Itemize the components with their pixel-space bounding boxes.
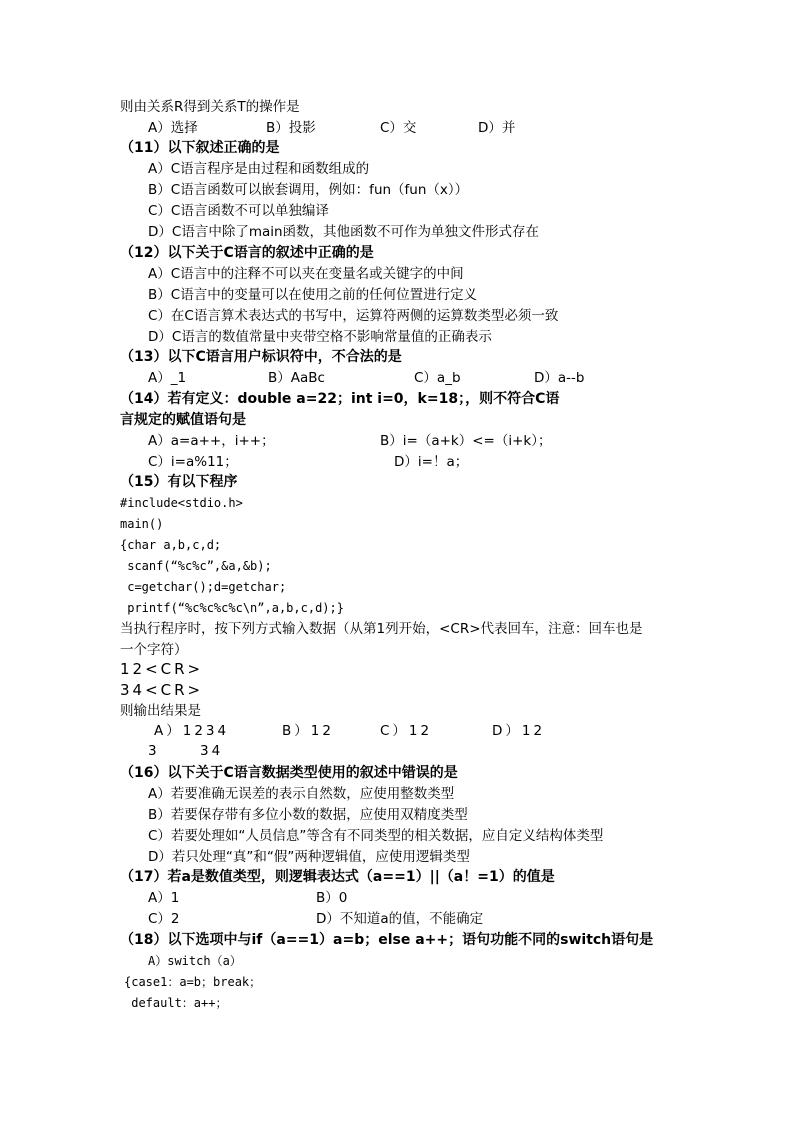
option-a: A）C语言中的注释不可以夹在变量名或关键字的中间	[148, 266, 464, 282]
option-a: A）选择	[148, 120, 198, 136]
option-d: D）12	[492, 723, 546, 739]
option-d: D）不知道a的值，不能确定	[316, 911, 484, 927]
option-d: D）a--b	[534, 370, 585, 386]
option-b: B）i=（a+k）<=（i+k）；	[380, 433, 552, 449]
option-d: D）i=！a；	[394, 454, 469, 470]
option-a: A）_1	[148, 370, 187, 386]
option-c: C）a_b	[414, 370, 461, 386]
question-18-title: （18）以下选项中与if（a==1）a=b；else a++；语句功能不同的switch语句是	[120, 932, 654, 948]
question-16-title: （16）以下关于C语言数据类型使用的叙述中错误的是	[120, 765, 458, 781]
option-c: C）12	[380, 723, 433, 739]
option-b: B）若要保存带有多位小数的数据，应使用双精度类型	[148, 807, 468, 823]
question-intro: 则由关系R得到关系T的操作是	[120, 99, 300, 115]
input-line: 34<CR>	[120, 681, 204, 699]
option-c: C）交	[380, 120, 417, 136]
option-b: B）12	[282, 723, 334, 739]
option-continuation: 3	[148, 743, 160, 759]
description: 当执行程序时，按下列方式输入数据（从第1列开始，<CR>代表回车，注意：回车也是	[120, 621, 643, 637]
code-line: main()	[120, 517, 164, 531]
question-11-title: （11）以下叙述正确的是	[120, 140, 280, 156]
description-cont: 一个字符）	[120, 642, 188, 658]
option-b: B）C语言中的变量可以在使用之前的任何位置进行定义	[148, 287, 478, 303]
question-14-title: （14）若有定义：double a=22；int i=0，k=18；，则不符合C语	[120, 391, 560, 407]
code-line: scanf(“%c%c”,&a,&b);	[120, 559, 272, 573]
code-line: A）switch（a）	[148, 954, 242, 968]
option-c: C）在C语言算术表达式的书写中，运算符两侧的运算数类型必须一致	[148, 308, 559, 324]
option-a: A）1234	[154, 723, 230, 739]
option-c: C）C语言函数不可以单独编译	[148, 203, 329, 219]
code-line: {case1：a=b；break；	[124, 975, 262, 989]
option-c: C）若要处理如“人员信息”等含有不同类型的相关数据，应自定义结构体类型	[148, 828, 604, 844]
option-b: B）0	[316, 890, 348, 906]
option-b: B）C语言函数可以嵌套调用，例如：fun（fun（x））	[148, 182, 469, 198]
option-a: A）a=a++，i++；	[148, 433, 275, 449]
question-13-title: （13）以下C语言用户标识符中，不合法的是	[120, 349, 402, 365]
code-line: default：a++；	[124, 996, 228, 1010]
option-d: D）C语言中除了main函数，其他函数不可作为单独文件形式存在	[148, 224, 540, 240]
option-d: D）并	[478, 120, 516, 136]
result-prompt: 则输出结果是	[120, 703, 201, 719]
input-line: 12<CR>	[120, 660, 204, 678]
question-14-title-cont: 言规定的赋值语句是	[120, 412, 246, 428]
option-c: C）i=a%11；	[148, 454, 238, 470]
option-d: D）C语言的数值常量中夹带空格不影响常量值的正确表示	[148, 329, 492, 345]
option-a: A）C语言程序是由过程和函数组成的	[148, 161, 370, 177]
question-17-title: （17）若a是数值类型，则逻辑表达式（a==1）||（a！=1）的值是	[120, 869, 555, 885]
option-a: A）若要准确无误差的表示自然数，应使用整数类型	[148, 786, 455, 802]
question-12-title: （12）以下关于C语言的叙述中正确的是	[120, 245, 374, 261]
option-b: B）AaBc	[268, 370, 325, 386]
option-c: C）2	[148, 911, 180, 927]
code-line: printf(“%c%c%c%c\n”,a,b,c,d);}	[120, 601, 344, 615]
question-15-title: （15）有以下程序	[120, 474, 238, 490]
code-line: {char a,b,c,d;	[120, 538, 222, 552]
code-line: c=getchar();d=getchar;	[120, 580, 287, 594]
option-b: B）投影	[266, 120, 316, 136]
option-continuation: 34	[200, 743, 224, 759]
option-d: D）若只处理“真”和“假”两种逻辑值，应使用逻辑类型	[148, 849, 470, 865]
code-line: #include<stdio.h>	[120, 496, 243, 510]
option-a: A）1	[148, 890, 180, 906]
